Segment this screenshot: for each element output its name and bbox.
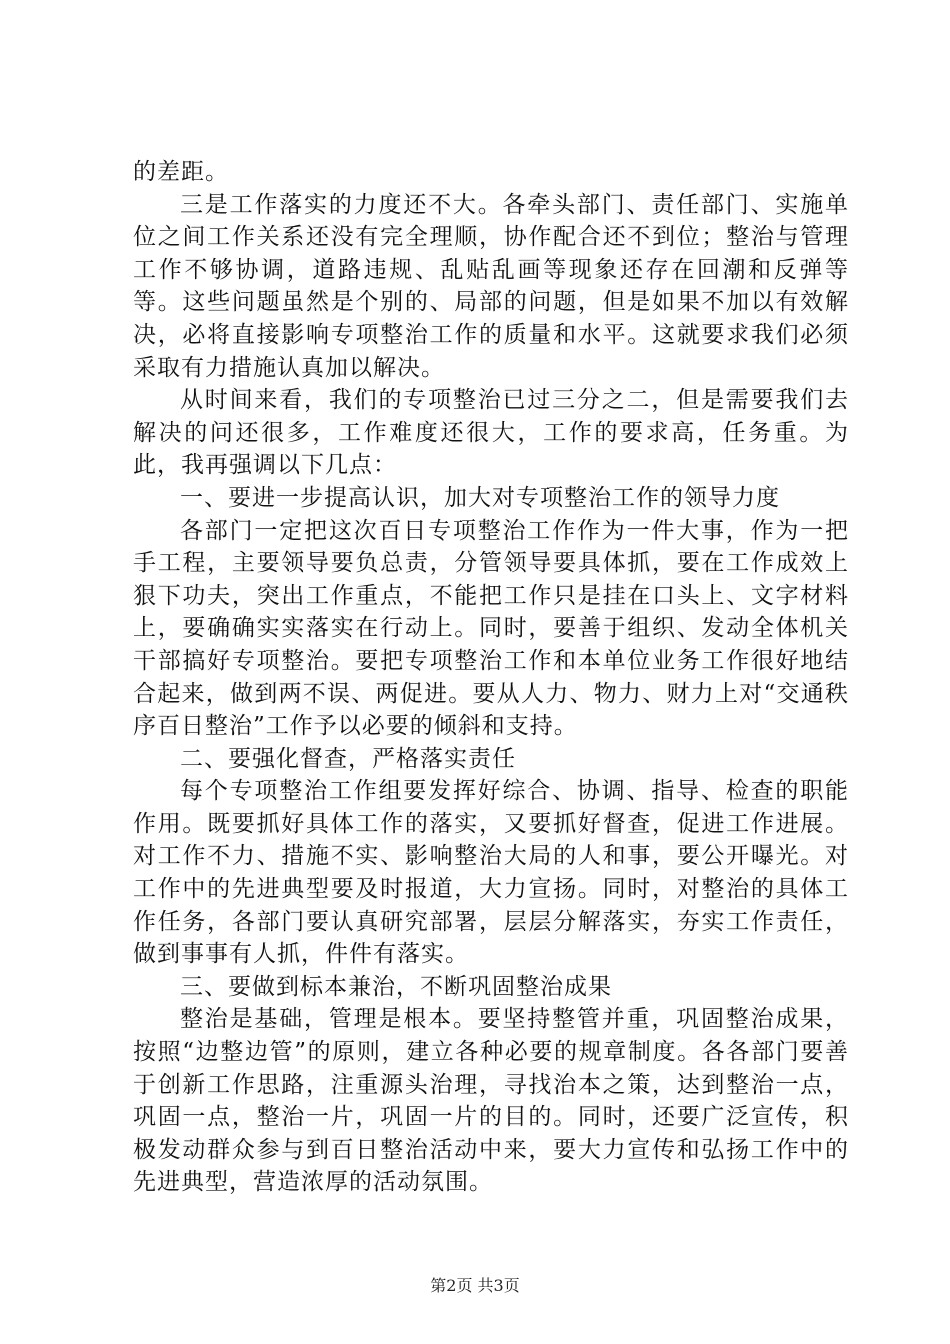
- paragraph-section-two: 每个专项整治工作组要发挥好综合、协调、指导、检查的职能作用。既要抓好具体工作的落实，又要抓好督查，促进工作进展。对工作不力、措施不实、影响整治大局的人和事，要公开曝光。对工作中的先进典型要及时报道，大力宣扬。同时，对整治的具体工作任务，各部门要认真研究部署，层层分解落实，夯实工作责任，做到事事有人抓，件件有落实。: [133, 778, 849, 968]
- page-number-footer: 第2页 共3页: [430, 1276, 520, 1295]
- section-heading-one: 一、要进一步提高认识，加大对专项整治工作的领导力度: [180, 484, 780, 511]
- document-body: [133, 156, 849, 1199]
- paragraph-section-one: 各部门一定把这次百日专项整治工作作为一件大事，作为一把手工程，主要领导要负总责，分管领导要具体抓，要在工作成效上狠下功夫，突出工作重点，不能把工作只是挂在口头上、文字材料上，要确确实实落实在行动上。同时，要善于组织、发动全体机关干部搞好专项整治。要把专项整治工作和本单位业务工作很好地结合起来，做到两不误、两促进。要从人力、物力、财力上对“交通秩序百日整治”工作予以必要的倾斜和支持。: [133, 517, 849, 740]
- paragraph-problem-three: 三是工作落实的力度还不大。各牵头部门、责任部门、实施单位之间工作关系还没有完全理顺，协作配合还不到位；整治与管理工作不够协调，道路违规、乱贴乱画等现象还存在回潮和反弹等等。这些问题虽然是个别的、局部的问题，但是如果不加以有效解决，必将直接影响专项整治工作的质量和水平。这就要求我们必须采取有力措施认真加以解决。: [133, 191, 849, 381]
- paragraph-timeline: 从时间来看，我们的专项整治已过三分之二，但是需要我们去解决的问还很多，工作难度还很大，工作的要求高，任务重。为此，我再强调以下几点：: [133, 387, 849, 479]
- section-heading-two: 二、要强化督查，严格落实责任: [180, 745, 516, 772]
- section-heading-three: 三、要做到标本兼治，不断巩固整治成果: [180, 973, 612, 1000]
- paragraph-section-three: 整治是基础，管理是根本。要坚持整管并重，巩固整治成果，按照“边整边管”的原则，建立各种必要的规章制度。各各部门要善于创新工作思路，注重源头治理，寻找治本之策，达到整治一点，巩固一点，整治一片，巩固一片的目的。同时，还要广泛宣传，积极发动群众参与到百日整治活动中来，要大力宣传和弘扬工作中的先进典型，营造浓厚的活动氛围。: [133, 1006, 849, 1196]
- paragraph-continuation: 的差距。: [133, 159, 229, 185]
